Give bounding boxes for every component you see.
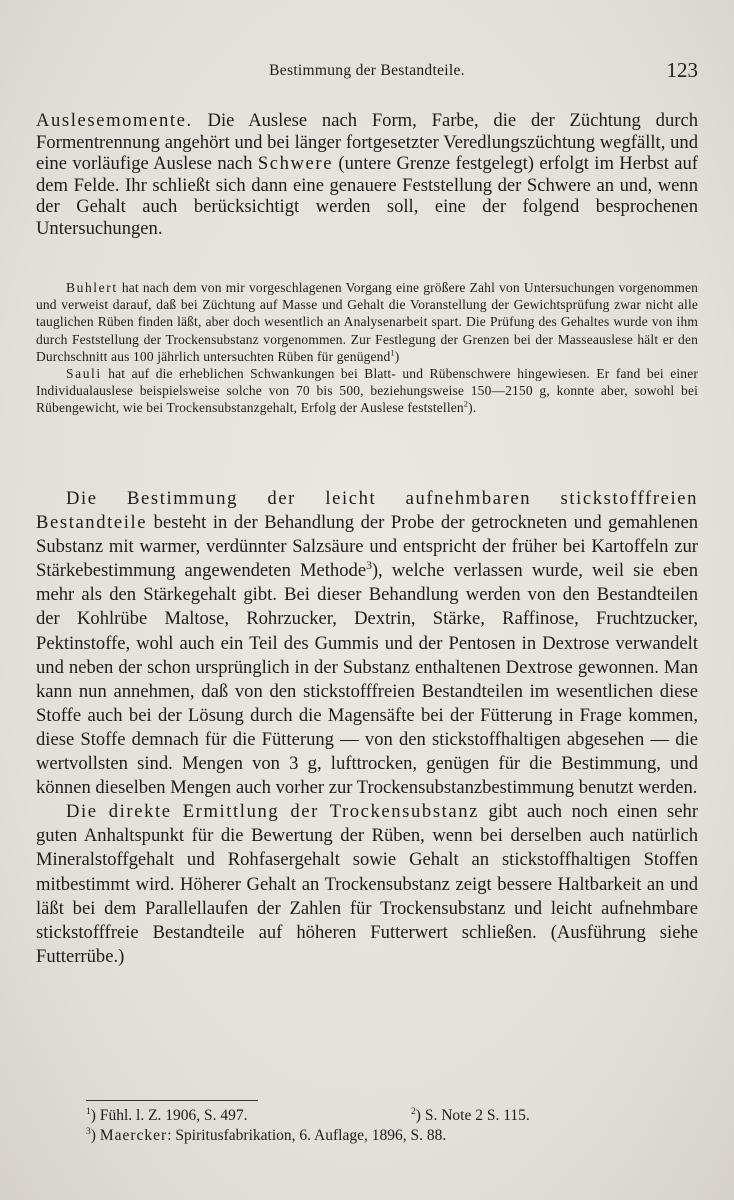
author-name: Buhlert	[66, 280, 118, 295]
page-number: 123	[666, 58, 698, 82]
note-sauli	[36, 365, 698, 417]
spaced-term: Schwere	[257, 153, 334, 175]
running-title: Bestimmung der Bestandteile.	[269, 62, 465, 79]
footnote-ref: 3	[366, 560, 372, 573]
main-text-continued	[36, 487, 698, 969]
footnote-text: ) S. Note 2 S. 115.	[415, 1107, 530, 1124]
footnote-2	[411, 1106, 530, 1126]
spaced-term: Die Bestimmung der leicht aufnehmbaren stickstofffreien Bestandteile	[36, 488, 698, 534]
footnote-divider	[86, 1100, 258, 1101]
author-name: Maercker	[99, 1127, 168, 1144]
paragraph-text: (untere Grenze festgelegt) erfolgt im Herbst auf dem Felde. Ihr schließt sich dann eine genauere Feststellung der Schwere an und, wenn der Gehalt auch berücksichtigt werden soll, eine der folgend besprochenen Untersuchungen.	[36, 153, 698, 239]
footnote-row	[86, 1106, 606, 1126]
footnote-text: )	[90, 1127, 100, 1144]
footnote-ref: 1	[390, 348, 395, 358]
note-text: hat auf die erheblichen Schwankungen bei Blatt- und Rübenschwere hingewiesen. Er fand bei einer Individualauslese beispielsweise solche von 70 bis 500, beziehungsweise 150—2150 g, konnte aber, sowohl bei Rübengewicht, wie bei Trockensubstanzgehalt, Erfolg der Auslese feststellen	[36, 366, 698, 416]
paragraph-text: ), welche verlassen wurde, weil sie eben mehr als den Stärkegehalt gibt. Bei dieser Behandlung werden von den Bestandteilen der Kohlrübe Maltose, Rohrzucker, Dextrin, Stärke, Raffinose, Fruchtzucker, Pektinstoffe, wohl auch ein Teil des Gummis und der Pentosen in Dextrose verwandelt und neben der schon ursprünglich in der Substanz enthaltenen Dextrose gewonnen. Man kann nun annehmen, daß von den stickstofffreien Bestandteilen im wesentlichen diese Stoffe auch bei der Lösung durch die Magensäfte bei der Fütterung in Frage kommen, diese Stoffe demnach für die Fütterung — von den stickstoffhaltigen abgesehen — die wertvollsten sind. Mengen von 3 g, lufttrocken, genügen für die Bestimmung, und können dieselben Mengen auch vorher zur Trockensubstanzbestimmung benutzt werden.	[36, 560, 698, 799]
author-name: Sauli	[66, 366, 102, 382]
footnote-marker: 1	[86, 1105, 91, 1117]
small-print-block	[36, 279, 698, 417]
footnote-text: ) Fühl. l. Z. 1906, S. 497.	[90, 1107, 248, 1124]
footnotes	[86, 1106, 606, 1146]
footnote-1	[86, 1107, 248, 1124]
footnote-row	[86, 1126, 606, 1146]
page-header	[36, 58, 698, 88]
paragraph-text: Die Auslese nach Form, Farbe, die der Züchtung durch Formentrennung angehört und bei länger fortgesetzter Veredlungszüchtung wegfällt, und eine vorläufige Auslese nach	[36, 110, 698, 175]
footnote-3	[86, 1127, 446, 1144]
footnote-marker: 2	[411, 1105, 416, 1117]
paragraph-text: gibt auch noch einen sehr guten Anhaltspunkt für die Bewertung der Rüben, wenn bei derselben auch natürlich Mineralstoffgehalt und Rohfasergehalt sowie Gehalt an stickstoffhaltigen Stoffen mitbestimmt wird. Höherer Gehalt an Trockensubstanz zeigt bessere Haltbarkeit an und läßt bei dem Parallellaufen der Zahlen für Trockensubstanz und leicht aufnehmbare stickstofffreie Bestandteile auf höheren Futterwert schließen. (Ausführung siehe Futterrübe.)	[36, 801, 699, 967]
paragraph-text: besteht in der Behandlung der Probe der getrockneten und gemahlenen Substanz mit warmer, verdünnter Salzsäure und entspricht der früher bei Kartoffeln zur Stärkebestimmung angewendeten Methode	[36, 512, 698, 582]
paragraph-auslesemomente	[36, 110, 698, 240]
spaced-term: Die direkte Ermittlung der Trockensubstanz	[66, 801, 480, 823]
footnote-text: : Spiritusfabrikation, 6. Auflage, 1896, S. 88.	[167, 1127, 447, 1144]
note-end: )	[394, 348, 400, 364]
note-end: ).	[468, 400, 477, 416]
note-text: hat nach dem von mir vorgeschlagenen Vorgang eine größere Zahl von Untersuchungen vorgenommen und verweist darauf, daß bei Züchtung auf Masse und Gehalt die Voranstellung der Gewichtsprüfung zwar nicht alle tauglichen Rüben finden läßt, aber doch wesentlich an Analysenarbeit spart. Die Prüfung des Gehaltes wurde von ihm durch Feststellung der Trockensubstanz vorgenommen. Zur Festlegung der Grenzen bei der Masseauslese hält er den Durchschnitt aus 100 jährlich untersuchten Rüben für genügend	[36, 280, 698, 364]
paragraph-bestimmung	[36, 487, 698, 800]
note-buhlert	[36, 279, 698, 365]
spaced-term: Auslesemomente.	[36, 110, 193, 131]
footnote-ref: 2	[463, 399, 469, 409]
paragraph-trockensubstanz	[36, 800, 698, 969]
footnote-marker: 3	[86, 1125, 91, 1137]
